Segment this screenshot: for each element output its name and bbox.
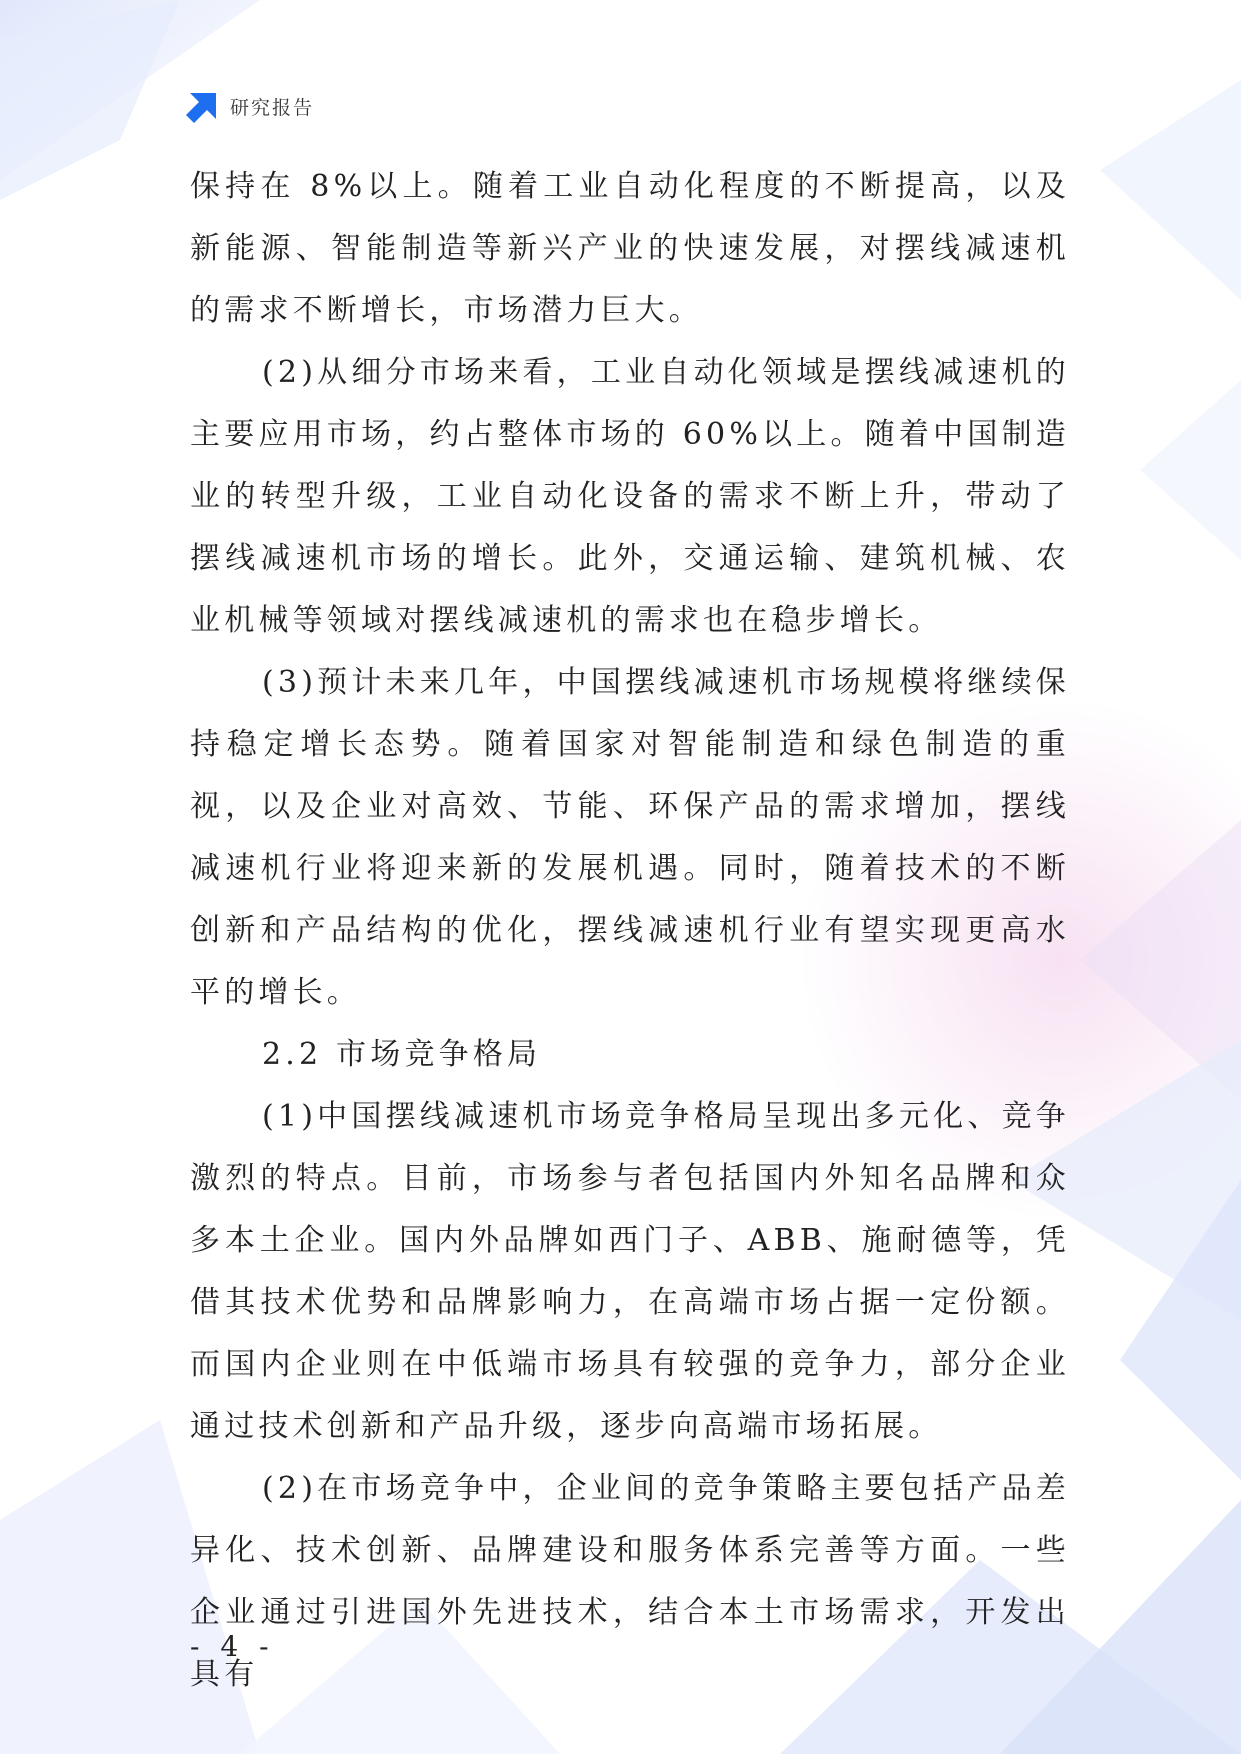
- section-heading-competition: 2.2 市场竞争格局: [262, 1037, 542, 1072]
- header-title: 研究报告: [230, 96, 315, 119]
- paragraph-market-segments: (2)从细分市场来看，工业自动化领域是摆线减速机的主要应用市场，约占整体市场的 60%以上。随着中国制造业的转型升级，工业自动化设备的需求不断上升，带动了摆线减速机市场的增长。此外，交通运输、建筑机械、农业机械等领域对摆线减速机的需求也在稳步增长。: [190, 355, 1070, 638]
- paragraph-competition-landscape: (1)中国摆线减速机市场竞争格局呈现出多元化、竞争激烈的特点。目前，市场参与者包括国内外知名品牌和众多本土企业。国内外品牌如西门子、ABB、施耐德等，凭借其技术优势和品牌影响力，在高端市场占据一定份额。而国内企业则在中低端市场具有较强的竞争力，部分企业通过技术创新和产品升级，逐步向高端市场拓展。: [190, 1099, 1070, 1444]
- page-number: - 4 -: [190, 1630, 275, 1663]
- paragraph-competition-strategy: (2)在市场竞争中，企业间的竞争策略主要包括产品差异化、技术创新、品牌建设和服务体系完善等方面。一些企业通过引进国外先进技术，结合本土市场需求，开发出具有: [190, 1471, 1070, 1692]
- report-header: [186, 88, 314, 124]
- report-body: [190, 156, 1070, 1706]
- paragraph-market-outlook: (3)预计未来几年，中国摆线减速机市场规模将继续保持稳定增长态势。随着国家对智能制造和绿色制造的重视，以及企业对高效、节能、环保产品的需求增加，摆线减速机行业将迎来新的发展机遇。同时，随着技术的不断创新和产品结构的优化，摆线减速机行业有望实现更高水平的增长。: [190, 665, 1070, 1010]
- arrow-up-right-icon: [186, 89, 220, 123]
- paragraph-continuation: 保持在 8%以上。随着工业自动化程度的不断提高，以及新能源、智能制造等新兴产业的快速发展，对摆线减速机的需求不断增长，市场潜力巨大。: [190, 169, 1070, 328]
